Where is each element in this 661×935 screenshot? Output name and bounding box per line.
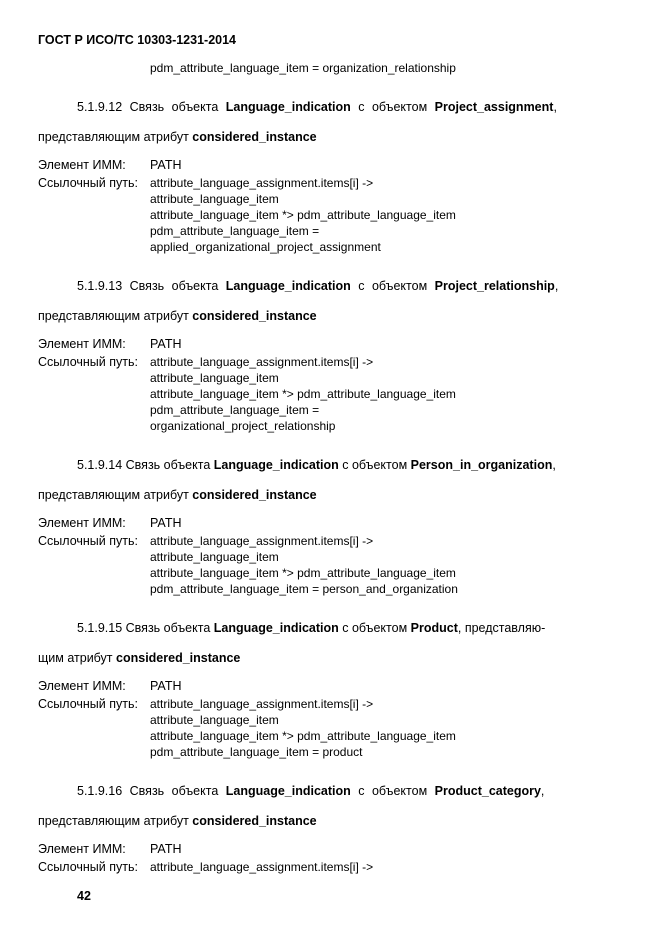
imm-value: PATH	[150, 842, 182, 856]
heading-attribute: considered_instance	[116, 651, 241, 665]
section-heading-line1	[38, 776, 625, 806]
heading-object-1: Language_indication	[225, 784, 351, 798]
path-row	[38, 859, 625, 875]
document-header: ГОСТ Р ИСО/ТС 10303-1231-2014	[38, 33, 237, 47]
section-5-1-9-14	[38, 450, 625, 597]
heading-text: 5.1.9.14 Связь объекта	[77, 458, 214, 472]
heading-text: с объектом	[350, 279, 435, 293]
heading-text: представляющим атрибут	[38, 814, 193, 828]
path-line: attribute_language_assignment.items[i] ->	[150, 534, 374, 548]
heading-text: ,	[540, 784, 545, 798]
path-line: attribute_language_item	[150, 371, 279, 385]
path-row	[38, 175, 625, 255]
path-line: attribute_language_item *> pdm_attribute_language_item	[150, 208, 456, 222]
heading-text: представляющим атрибут	[38, 309, 193, 323]
imm-row	[38, 156, 625, 175]
section-heading-line1	[38, 271, 625, 301]
heading-text: 5.1.9.13 Связь объекта	[77, 279, 226, 293]
path-line: pdm_attribute_language_item = product	[150, 745, 363, 759]
heading-object-2: Product	[410, 621, 458, 635]
path-line: pdm_attribute_language_item =	[150, 224, 320, 238]
imm-row	[38, 335, 625, 354]
heading-attribute: considered_instance	[192, 488, 317, 502]
section-heading-line2	[38, 806, 625, 836]
imm-row	[38, 840, 625, 859]
imm-value: PATH	[150, 679, 182, 693]
path-line: attribute_language_assignment.items[i] ->	[150, 176, 374, 190]
imm-value: PATH	[150, 516, 182, 530]
heading-text: щим атрибут	[38, 651, 117, 665]
section-heading-line2	[38, 301, 625, 331]
imm-row	[38, 514, 625, 533]
heading-object-2: Project_relationship	[434, 279, 555, 293]
imm-row	[38, 677, 625, 696]
path-line: attribute_language_item	[150, 713, 279, 727]
section-heading-line1	[38, 613, 625, 643]
path-row	[38, 354, 625, 434]
section-heading	[38, 613, 625, 673]
heading-text: ,	[553, 100, 557, 114]
imm-label: Элемент ИММ:	[38, 158, 126, 172]
section-heading-line2	[38, 122, 625, 152]
path-row	[38, 696, 625, 760]
heading-attribute: considered_instance	[192, 309, 317, 323]
heading-text: с объектом	[338, 621, 411, 635]
heading-text: ,	[554, 279, 559, 293]
page-number: 42	[77, 889, 91, 903]
path-line: applied_organizational_project_assignment	[150, 240, 381, 254]
heading-text: 5.1.9.16 Связь объекта	[77, 784, 226, 798]
heading-text: 5.1.9.15 Связь объекта	[77, 621, 214, 635]
section-heading	[38, 776, 625, 836]
path-line: attribute_language_assignment.items[i] ->	[150, 860, 374, 874]
heading-attribute: considered_instance	[192, 814, 317, 828]
imm-label: Элемент ИММ:	[38, 337, 126, 351]
heading-attribute: considered_instance	[192, 130, 317, 144]
section-heading	[38, 450, 625, 510]
heading-object-1: Language_indication	[225, 279, 351, 293]
section-5-1-9-13	[38, 271, 625, 434]
heading-text: представляющим атрибут	[38, 488, 193, 502]
imm-label: Элемент ИММ:	[38, 842, 126, 856]
heading-text: , представляю-	[457, 621, 546, 635]
path-lines	[150, 859, 373, 875]
heading-object-1: Language_indication	[225, 100, 351, 114]
path-label: Ссылочный путь:	[38, 697, 138, 711]
path-line: attribute_language_item	[150, 550, 279, 564]
path-label: Ссылочный путь:	[38, 860, 138, 874]
path-lines	[150, 696, 456, 760]
imm-value: PATH	[150, 337, 182, 351]
section-heading-line1	[38, 450, 625, 480]
section-5-1-9-16	[38, 776, 625, 875]
path-row	[38, 533, 625, 597]
heading-text: представляющим атрибут	[38, 130, 193, 144]
path-line: attribute_language_item *> pdm_attribute_language_item	[150, 729, 456, 743]
path-label: Ссылочный путь:	[38, 355, 138, 369]
heading-text: с объектом	[350, 100, 435, 114]
section-heading	[38, 271, 625, 331]
heading-text: с объектом	[350, 784, 435, 798]
path-lines	[150, 175, 456, 255]
section-heading-line2	[38, 480, 625, 510]
path-line: attribute_language_assignment.items[i] ->	[150, 697, 374, 711]
heading-object-2: Product_category	[434, 784, 541, 798]
path-line: attribute_language_item *> pdm_attribute_language_item	[150, 566, 456, 580]
path-label: Ссылочный путь:	[38, 534, 138, 548]
path-lines	[150, 354, 456, 434]
section-5-1-9-15	[38, 613, 625, 760]
section-heading-line2	[38, 643, 625, 673]
imm-value: PATH	[150, 158, 182, 172]
path-line: organizational_project_relationship	[150, 419, 336, 433]
heading-text: 5.1.9.12 Связь объекта	[77, 100, 226, 114]
section-heading-line1	[38, 92, 625, 122]
path-line: pdm_attribute_language_item =	[150, 403, 320, 417]
heading-object-1: Language_indication	[213, 621, 339, 635]
section-heading	[38, 92, 625, 152]
heading-text: с объектом	[338, 458, 411, 472]
heading-object-2: Project_assignment	[434, 100, 554, 114]
path-line: attribute_language_item *> pdm_attribute_language_item	[150, 387, 456, 401]
imm-label: Элемент ИММ:	[38, 679, 126, 693]
intro-path-line: pdm_attribute_language_item = organization_relationship	[150, 61, 456, 75]
imm-label: Элемент ИММ:	[38, 516, 126, 530]
heading-object-1: Language_indication	[213, 458, 339, 472]
heading-object-2: Person_in_organization	[410, 458, 553, 472]
path-line: pdm_attribute_language_item = person_and_organization	[150, 582, 458, 596]
path-label: Ссылочный путь:	[38, 176, 138, 190]
path-line: attribute_language_item	[150, 192, 279, 206]
heading-text: ,	[552, 458, 556, 472]
path-lines	[150, 533, 458, 597]
section-5-1-9-12	[38, 92, 625, 255]
path-line: attribute_language_assignment.items[i] ->	[150, 355, 374, 369]
